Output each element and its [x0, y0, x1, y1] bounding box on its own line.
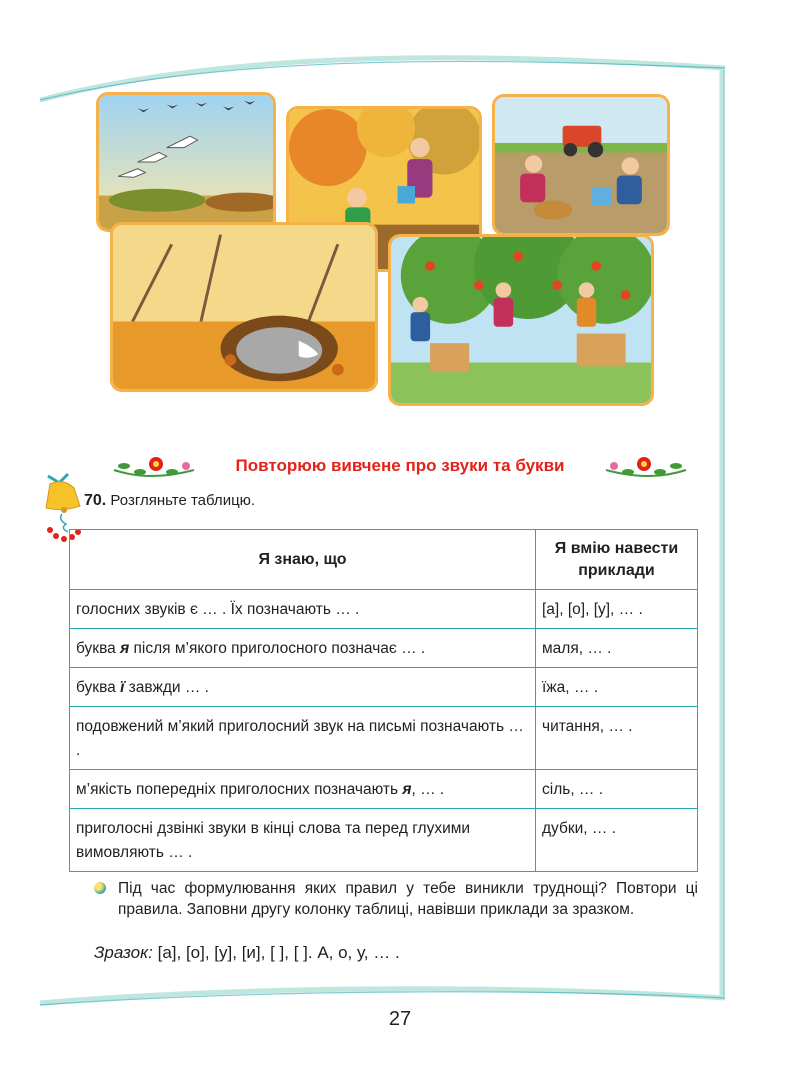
rules-table	[69, 529, 698, 872]
header-examples: Я вмію навести приклади	[536, 530, 698, 590]
flower-ornament-icon	[604, 452, 690, 482]
bullet-dot-icon	[94, 882, 106, 894]
note-text: Під час формулювання яких правил у тебе виникли труднощі? Повтори ці правила. Заповни другу колонку таблиці, навівши приклади за зразком.	[118, 880, 698, 918]
table-row	[70, 668, 698, 707]
illustration-birds	[96, 92, 276, 232]
instruction-note	[94, 878, 698, 920]
section-title: Повторюю вивчене про звуки та букви	[235, 456, 565, 475]
section-heading	[110, 452, 690, 482]
example-label: Зразок:	[94, 943, 153, 962]
flower-ornament-icon	[110, 452, 196, 482]
rule-cell: голосних звуків є … . Їх позначають … .	[70, 590, 536, 629]
highlighted-letter: я	[402, 781, 412, 798]
example-cell: дубки, … .	[536, 809, 698, 872]
header-i-know: Я знаю, що	[70, 530, 536, 590]
rule-cell: буква ї завжди … .	[70, 668, 536, 707]
rule-cell: буква я після м’якого приголосного позначає … .	[70, 629, 536, 668]
example-cell: [а], [о], [у], … .	[536, 590, 698, 629]
example-text: [а], [о], [у], [и], [ ], [ ]. А, о, у, … .	[152, 943, 400, 962]
table-row	[70, 707, 698, 770]
rule-cell: приголосні дзвінкі звуки в кінці слова та перед глухими вимовляють … .	[70, 809, 536, 872]
illustration-badger	[110, 222, 378, 392]
task-number: 70.	[84, 492, 107, 509]
table-row	[70, 629, 698, 668]
illustration-orchard	[388, 234, 654, 406]
sample-example	[94, 943, 400, 963]
example-cell: їжа, … .	[536, 668, 698, 707]
highlighted-letter: я	[120, 640, 130, 657]
task-text: Розгляньте таблицю.	[110, 492, 256, 509]
task	[84, 492, 255, 510]
page-number: 27	[388, 1008, 412, 1030]
example-cell: сіль, … .	[536, 770, 698, 809]
illustration-harvest-field	[492, 94, 670, 236]
rule-cell: м’якість попередніх приголосних позначають я, … .	[70, 770, 536, 809]
table-row	[70, 809, 698, 872]
table-row	[70, 770, 698, 809]
example-cell: маля, … .	[536, 629, 698, 668]
highlighted-letter: ї	[120, 679, 125, 696]
table-header-row	[70, 530, 698, 590]
table-row	[70, 590, 698, 629]
rule-cell: подовжений м’який приголосний звук на письмі позначають … .	[70, 707, 536, 770]
example-cell: читання, … .	[536, 707, 698, 770]
